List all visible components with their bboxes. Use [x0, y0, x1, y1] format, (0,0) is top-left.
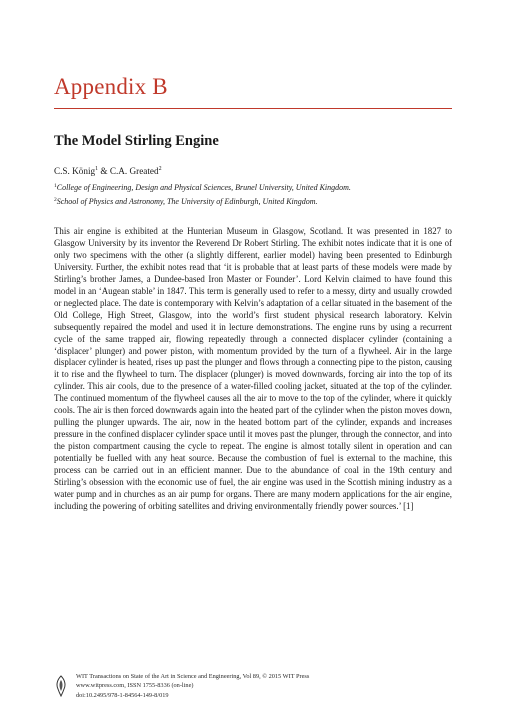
footer-website-line: www.witpress.com, ISSN 1755-8336 (on-line) [76, 682, 194, 690]
footer-publication-line: WIT Transactions on State of the Art in Science and Engineering, Vol 89, © 2015 WIT Press [76, 673, 310, 680]
chapter-title-rule [54, 108, 452, 109]
affiliation-list [54, 180, 454, 208]
affiliation-marker: 2 [54, 197, 57, 203]
footer-doi-line: doi:10.2495/978-1-84564-149-8/019 [76, 691, 169, 699]
affiliation-marker: 1 [54, 183, 57, 189]
author-affiliation-marker: 1 [95, 166, 99, 172]
author-list [54, 164, 162, 177]
chapter-title: Appendix B [54, 74, 168, 99]
page-footer [54, 672, 474, 712]
wit-press-logo-icon [54, 675, 68, 697]
affiliation-text: School of Physics and Astronomy, The University of Edinburgh, United Kingdom. [56, 197, 318, 206]
affiliation-item [54, 180, 454, 194]
author-separator: & [98, 166, 110, 176]
author-name: C.S. König [54, 166, 96, 176]
footer-text [76, 672, 309, 700]
paper-title: The Model Stirling Engine [54, 133, 219, 149]
affiliation-item [54, 194, 454, 208]
body-paragraph: This air engine is exhibited at the Hunterian Museum in Glasgow, Scotland. It was presented in 1827 to Glasgow University by its inventor the Reverend Dr Robert Stirling. The exhibit notes indicate that it is one of only two specimens with the other (a slightly different, earlier model) having been presented to Edinburgh University. Further, the exhibit notes read that ‘it is probable that at least parts of these models were made by Stirling’s brother James, a Dundee-based Iron Master or Founder’. Lord Kelvin claimed to have found this model in an ‘Augean stable’ in 1847. This term is generally used to refer to a messy, dirty and usually crowded or neglected place. The date is contemporary with Kelvin’s adaptation of a cellar situated in the basement of the Old College, High Street, Glasgow, into the world’s first student physical research laboratory. Kelvin subsequently repaired the model and used it in lecture demonstrations. The engine runs by using a recurrent cycle of the same trapped air, flowing repeatedly through a connected displacer cylinder (containing a ‘displacer’ plunger) and power piston, with momentum provided by the turn of a flywheel. Air in the large displacer cylinder is heated, rises up past the plunger and flows through a connecting pipe to the piston, causing it to rise and the flywheel to turn. The displacer (plunger) is moved downwards, forcing air into the top of its cylinder. This air cools, due to the presence of a water-filled cooling jacket, situated at the top of the cylinder. The continued momentum of the flywheel causes all the air to move to the top of the cylinder, where it quickly cools. The air is then forced downwards again into the heated part of the cylinder when the piston moves down, pulling the plunger upwards. The air, now in the heated bottom part of the cylinder, expands and increases pressure in the confined displacer cylinder space until it moves past the plunger, through the connector, and into the piston compartment causing the cycle to repeat. The engine is almost totally silent in operation and can potentially be fuelled with any heat source. Because the combustion of fuel is external to the machine, this process can be carried out in an efficient manner. Due to the abundance of coal in the 19th century and Stirling’s obsession with the economic use of fuel, the air engine was used in the Scottish mining industry as a water pump and in churches as an air pump for organs. There are many modern applications for the air engine, including the powering of orbiting satellites and driving environmentally friendly power sources.’ [1] [54, 226, 452, 511]
affiliation-text: College of Engineering, Design and Physical Sciences, Brunel University, United Kingdom. [56, 183, 351, 192]
author-name: C.A. Greated [109, 166, 159, 176]
author-affiliation-marker: 2 [158, 166, 162, 172]
